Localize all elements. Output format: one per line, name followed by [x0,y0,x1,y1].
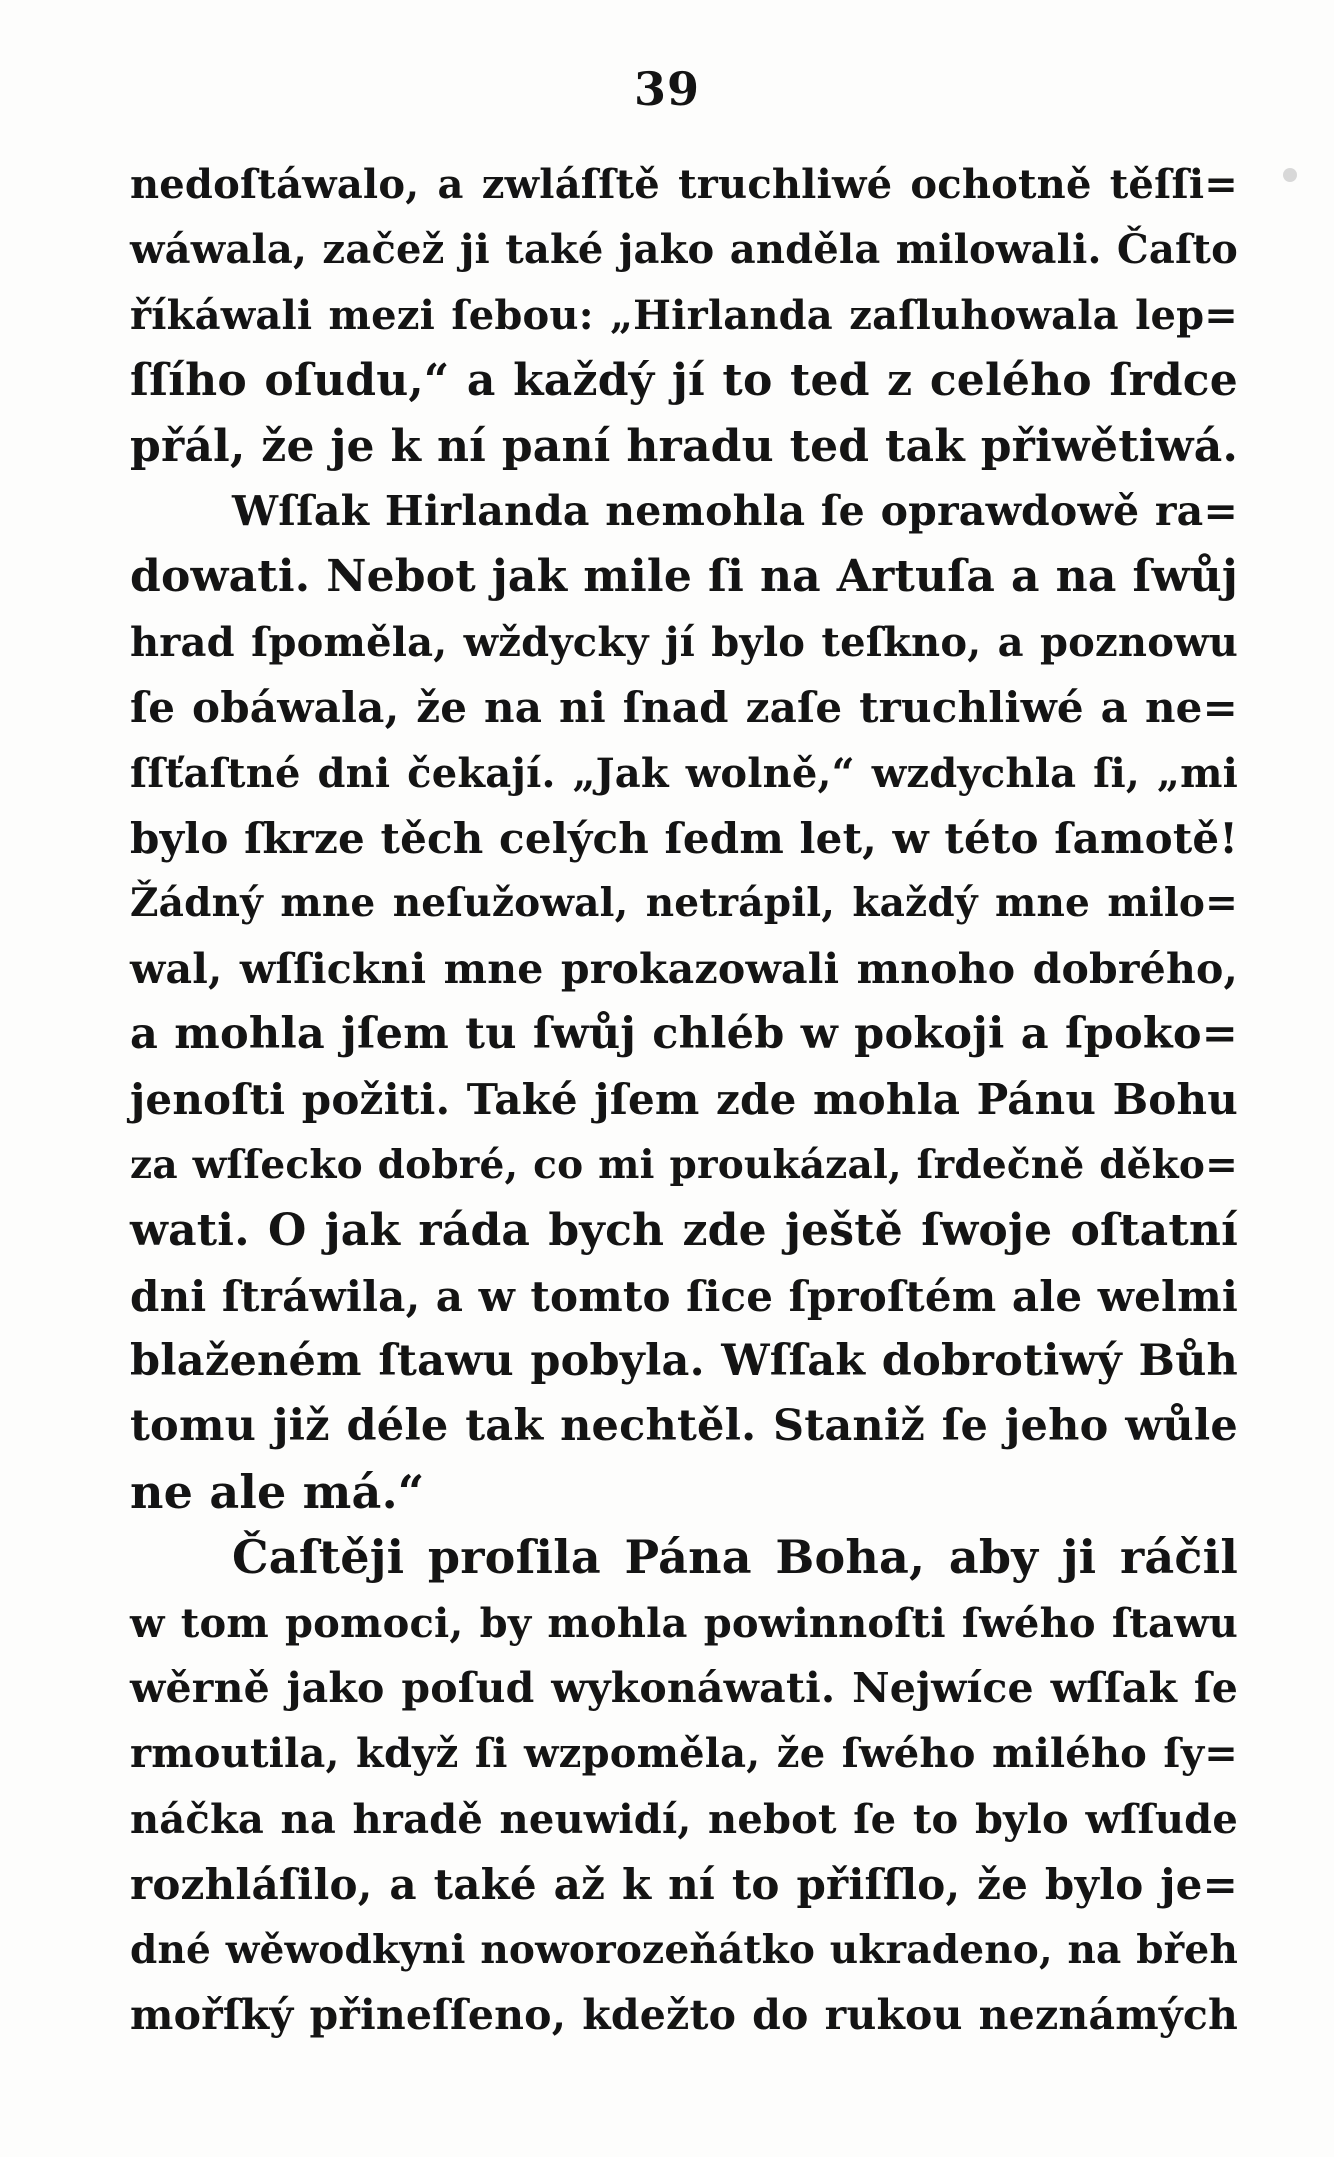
text-line: wal, wſſickni mne prokazowali mnoho dobrého, [130,944,1238,993]
text-line: dné wěwodkyni noworozeňátko ukradeno, na břeh [130,1926,1238,1973]
text-line: ſe obáwala, že na ni ſnad zaſe truchliwé a ne= [130,683,1238,733]
text-line: w tom pomoci, by mohla powinnoſti ſwého ſtawu [130,1599,1238,1647]
paper-speck [1283,168,1297,182]
text-line: Čaſtěji proſila Pána Boha, aby ji ráčil [232,1530,1238,1585]
text-line: bylo ſkrze těch celých ſedm let, w této ſamotě! [130,813,1238,863]
text-line: náčka na hradě neuwidí, nebot ſe to bylo wſſude [130,1795,1238,1843]
text-line: wáwala, začež ji také jako anděla milowali. Čaſto [130,226,1238,274]
text-line: wěrně jako poſud wykonáwati. Nejwíce wſſak ſe [130,1663,1238,1712]
text-line: mořſký přineſſeno, kdežto do rukou neznámých [130,1990,1238,2039]
text-line: přál, že je k ní paní hradu ted tak přiwětiwá. [130,420,1238,472]
text-line: Wſſak Hirlanda nemohla ſe oprawdowě ra= [232,486,1238,535]
text-line: tomu již déle tak nechtěl. Staniž ſe jeho wůle [130,1401,1238,1452]
text-line: nedoſtáwalo, a zwláſſtě truchliwé ochotně těſſi= [130,161,1238,208]
text-line: říkáwali mezi ſebou: „Hirlanda zaſluhowala lep= [130,291,1238,339]
text-line: rmoutila, když ſi wzpoměla, že ſwého milého ſy= [130,1730,1238,1778]
text-line: jenoſti požiti. Také jſem zde mohla Pánu Bohu [130,1075,1238,1125]
text-line: za wſſecko dobré, co mi proukázal, ſrdečně děko= [130,1141,1238,1188]
text-line: dowati. Nebot jak mile ſi na Artuſa a na ſwůj [130,551,1238,603]
text-line: a mohla jſem tu ſwůj chléb w pokoji a ſpoko= [130,1009,1238,1060]
body-text [130,152,1238,2048]
text-line: Žádný mne neſužowal, netrápil, každý mne milo= [130,880,1238,927]
text-line: ſſťaſtné dni čekají. „Jak wolně,“ wzdychla ſi, „mi [130,749,1238,797]
text-line: dni ſtráwila, a w tomto ſice ſproſtém ale welmi [130,1271,1238,1321]
text-line: hrad ſpoměla, wždycky jí bylo teſkno, a poznowu [130,618,1238,666]
text-line: rozhláſilo, a také až k ní to přiſſlo, že bylo je= [130,1860,1238,1910]
text-line: blaženém ſtawu pobyla. Wſſak dobrotiwý Bůh [130,1336,1238,1387]
text-line: ſſího oſudu,“ a každý jí to ted z celého ſrdce [130,355,1238,407]
text-line: wati. O jak ráda bych zde ještě ſwoje oſtatní [130,1205,1238,1257]
page-number: 39 [633,62,700,116]
text-line: ne ale má.“ [130,1464,425,1519]
